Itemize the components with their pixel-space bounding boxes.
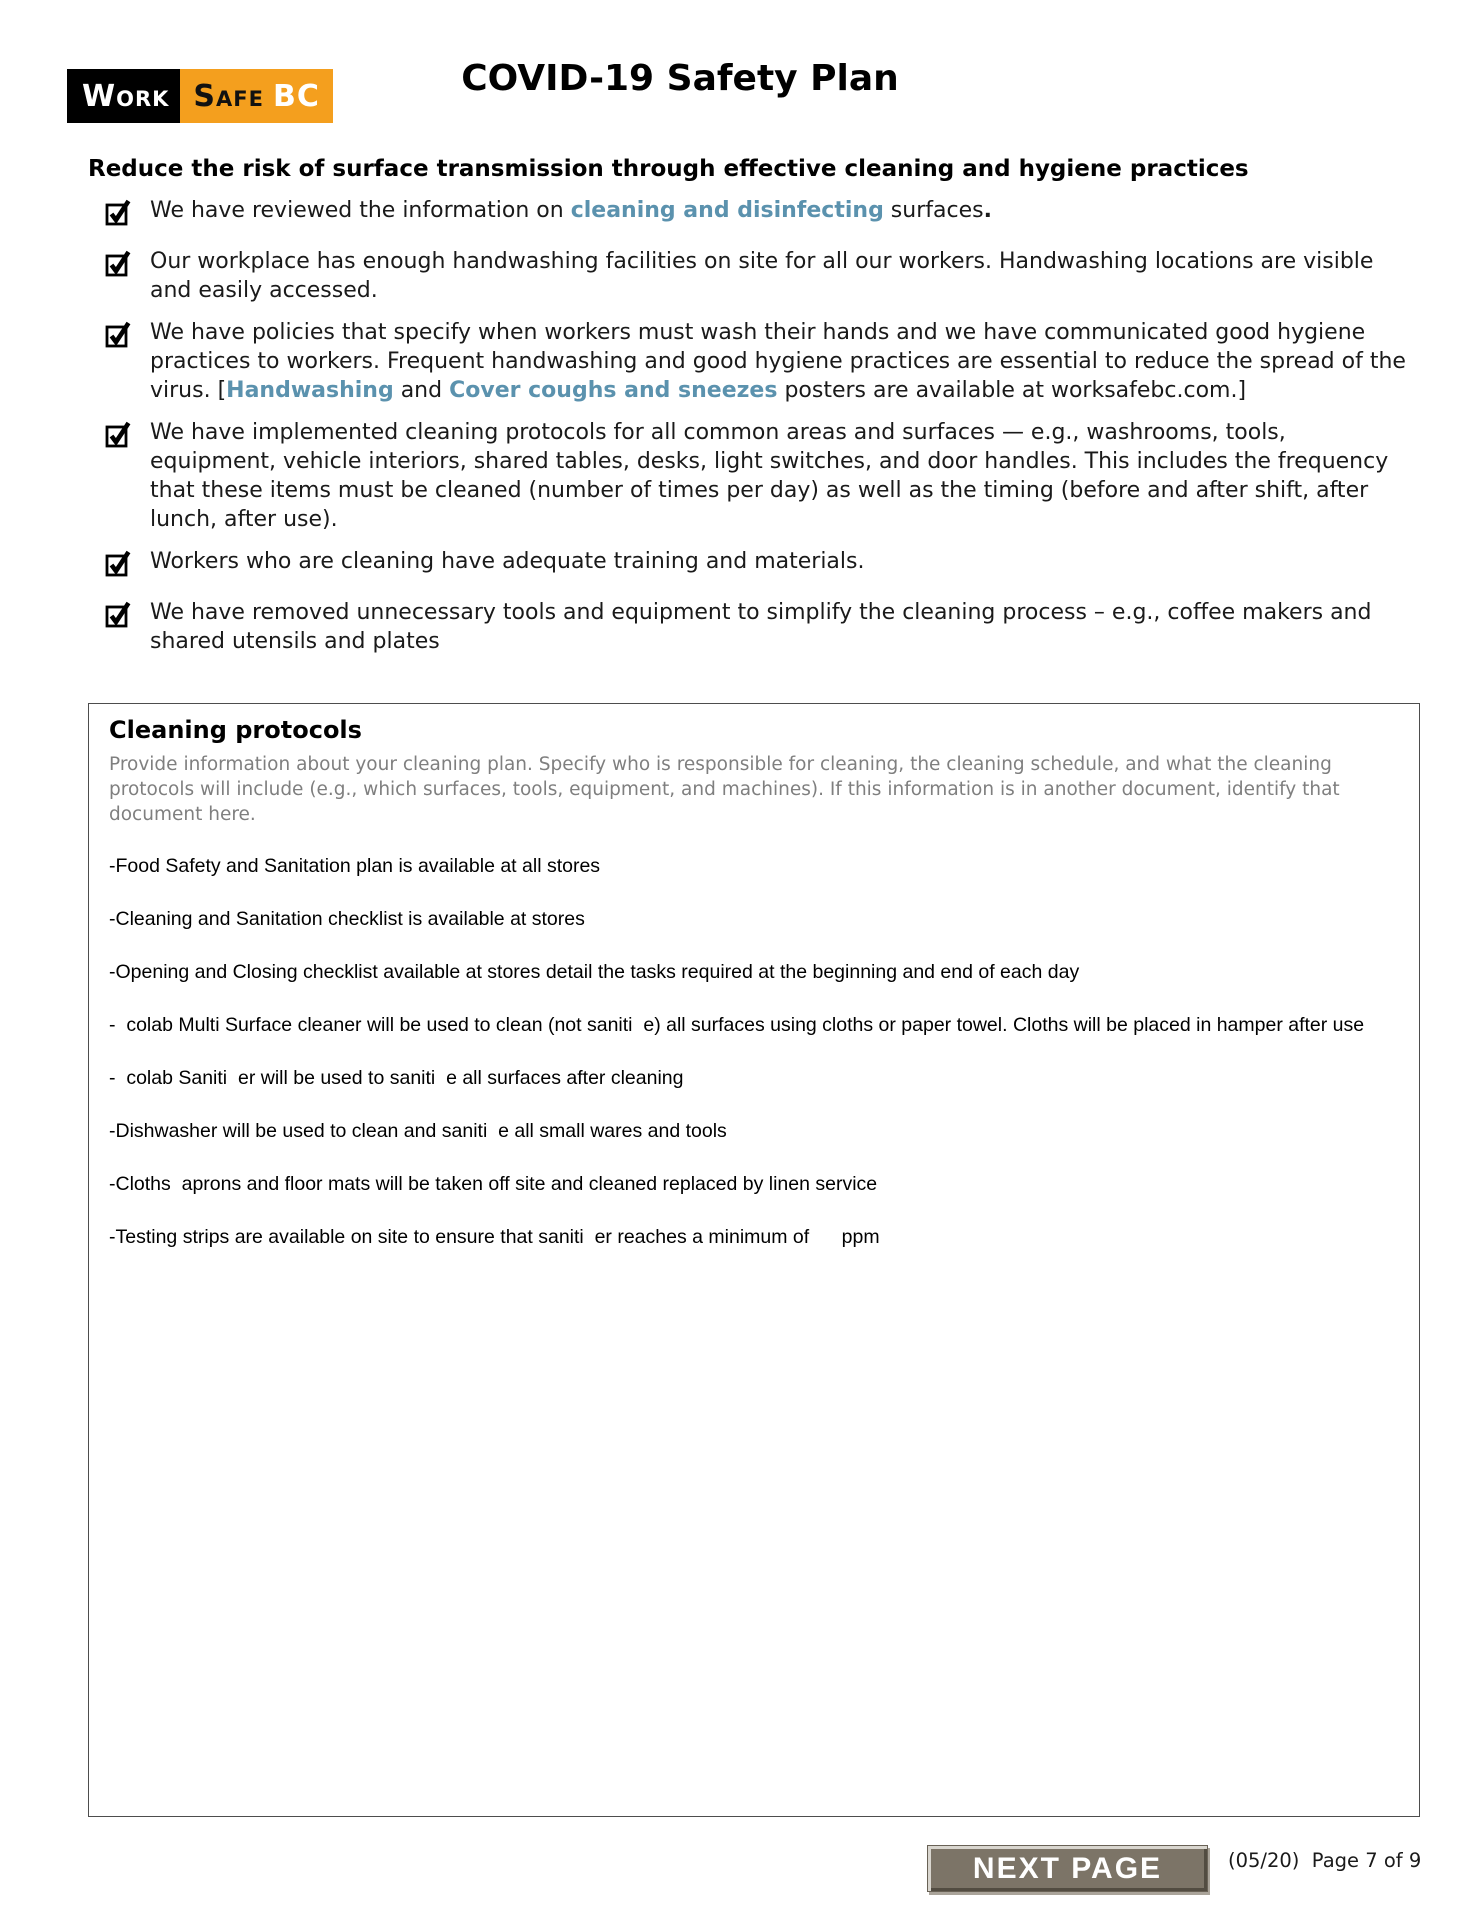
text-segment: posters are available at worksafebc.com.]	[777, 378, 1247, 403]
logo-safe-text: Safe	[193, 78, 264, 114]
inline-link[interactable]: cleaning and disinfecting	[570, 198, 884, 223]
inline-link[interactable]: Cover coughs and sneezes	[449, 378, 778, 403]
checklist-item	[105, 547, 1435, 585]
protocol-line: -Cloths aprons and floor mats will be taken off site and cleaned replaced by linen service	[109, 1173, 878, 1195]
text-segment: and	[393, 378, 450, 403]
checklist-item-text	[150, 418, 1408, 534]
protocol-line: -Testing strips are available on site to ensure that saniti er reaches a minimum of ppm	[109, 1226, 880, 1248]
inline-link[interactable]: Handwashing	[226, 378, 394, 403]
text-segment: We have implemented cleaning protocols for all common areas and surfaces — e.g., washrooms, tools, equipment, vehicle interiors, shared tables, desks, light switches, and door handles. This includes the frequency that these items must be cleaned (number of times per day) as well as the timing (before and after shift, after lunch, after use).	[150, 420, 1389, 532]
section-heading: Reduce the risk of surface transmission through effective cleaning and hygiene practices	[88, 156, 1249, 182]
checklist-item-text	[150, 318, 1408, 405]
next-page-button[interactable]	[927, 1845, 1208, 1892]
checkbox-checked-icon[interactable]	[105, 248, 132, 305]
text-segment: We have policies that specify when workers must wash their hands and we have communicated good hygiene practices to workers. Frequent handwashing and good hygiene practices are essential to reduce the spread of the virus. [	[150, 320, 1406, 403]
text-segment: We have reviewed the information on	[150, 198, 571, 223]
checklist	[105, 196, 1435, 669]
checkbox-checked-icon[interactable]	[105, 419, 132, 534]
checkbox-checked-icon[interactable]	[105, 319, 132, 405]
checkbox-checked-icon[interactable]	[105, 599, 132, 656]
logo-bc-text: BC	[272, 78, 320, 114]
page-title: COVID-19 Safety Plan	[461, 58, 899, 99]
page-number-info: (05/20) Page 7 of 9	[1228, 1849, 1422, 1872]
checklist-item-text	[150, 598, 1408, 656]
checklist-item	[105, 418, 1435, 534]
text-segment: Our workplace has enough handwashing facilities on site for all our workers. Handwashing locations are visible and easily accessed.	[150, 249, 1374, 303]
checklist-item	[105, 598, 1435, 656]
logo-work-text: Work	[82, 78, 170, 114]
checklist-item	[105, 318, 1435, 405]
protocol-line: - colab Multi Surface cleaner will be used to clean (not saniti e) all surfaces using cloths or paper towel. Cloths will be placed in hamper after use	[109, 1014, 1365, 1036]
text-segment: Workers who are cleaning have adequate training and materials.	[150, 549, 865, 574]
protocol-line: -Opening and Closing checklist available at stores detail the tasks required at the beginning and end of each day	[109, 961, 1080, 983]
checkbox-checked-icon[interactable]	[105, 548, 132, 585]
checkbox-checked-icon[interactable]	[105, 197, 132, 234]
protocol-line: -Dishwasher will be used to clean and saniti e all small wares and tools	[109, 1120, 727, 1142]
text-segment: surfaces	[883, 198, 984, 223]
protocol-lines[interactable]	[109, 854, 1399, 1250]
checklist-item	[105, 196, 1435, 234]
checklist-item-text	[150, 547, 864, 585]
bold-text: .	[983, 198, 992, 223]
cleaning-protocols-box	[88, 703, 1420, 1817]
protocols-box-description: Provide information about your cleaning plan. Specify who is responsible for cleaning, the cleaning schedule, and what the cleaning protocols will include (e.g., which surfaces, tools, equipment, and machines). If this information is in another document, identify that document here.	[109, 754, 1340, 825]
protocols-box-title: Cleaning protocols	[109, 716, 362, 744]
checklist-item-text	[150, 196, 992, 234]
text-segment: We have removed unnecessary tools and equipment to simplify the cleaning process – e.g., coffee makers and shared utensils and plates	[150, 600, 1372, 654]
protocol-line: -Food Safety and Sanitation plan is available at all stores	[109, 855, 601, 877]
checklist-item-text	[150, 247, 1408, 305]
checklist-item	[105, 247, 1435, 305]
protocol-line: -Cleaning and Sanitation checklist is available at stores	[109, 908, 585, 930]
protocol-line: - colab Saniti er will be used to saniti e all surfaces after cleaning	[109, 1067, 684, 1089]
next-page-button-label: NEXT PAGE	[972, 1851, 1163, 1885]
